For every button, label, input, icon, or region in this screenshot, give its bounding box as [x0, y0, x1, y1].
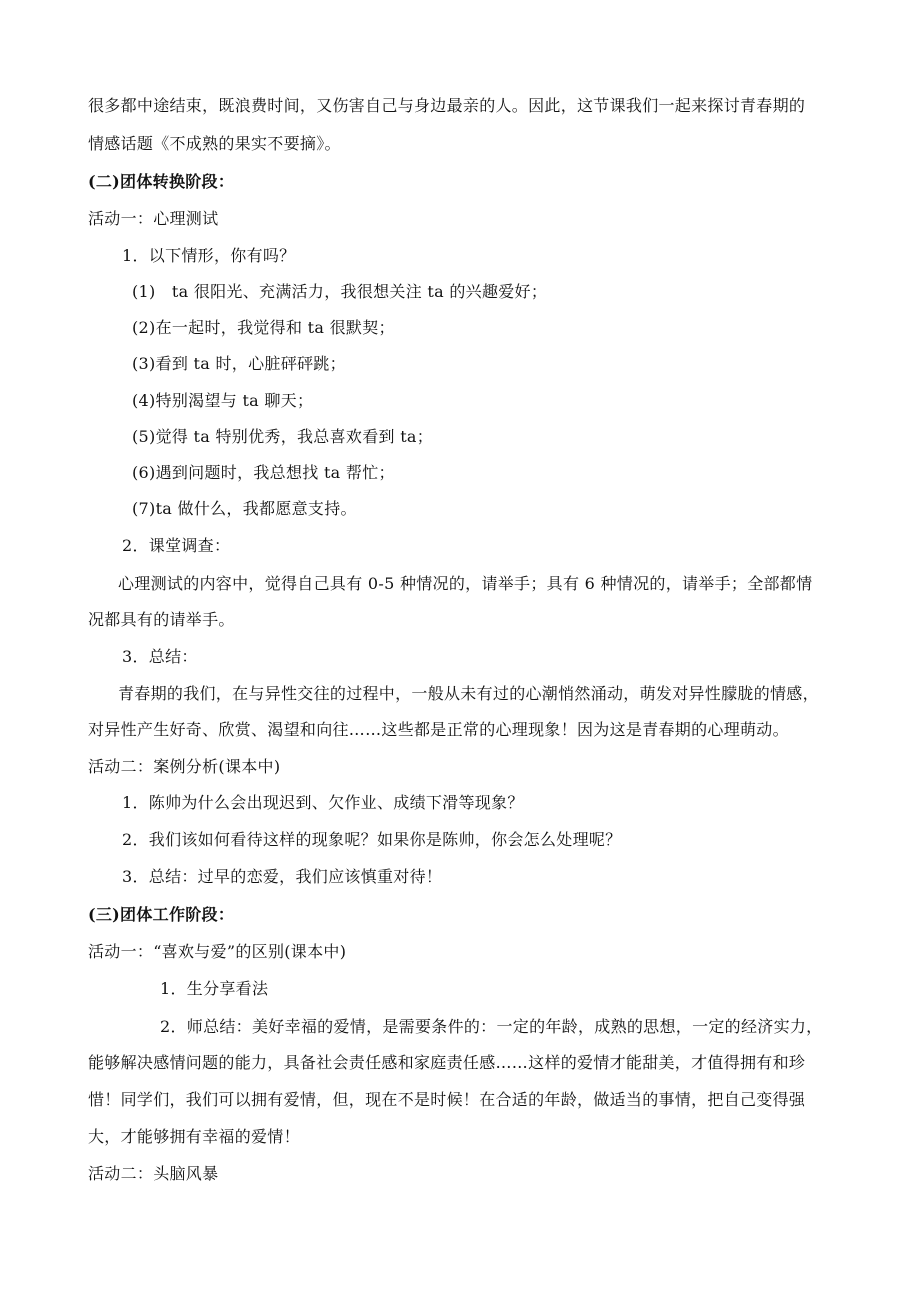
numbered-item: 3．总结： — [122, 647, 198, 666]
paragraph-line: 况都具有的请举手。 — [88, 610, 235, 629]
numbered-item: 1．生分享看法 — [160, 979, 269, 998]
numbered-item: 1．陈帅为什么会出现迟到、欠作业、成绩下滑等现象？ — [122, 793, 524, 812]
section-heading: (二)团体转换阶段： — [88, 172, 235, 191]
numbered-item: 1．以下情形，你有吗？ — [122, 246, 296, 265]
numbered-item: 3．总结：过早的恋爱，我们应该慎重对待！ — [122, 867, 443, 886]
section-heading: (三)团体工作阶段： — [88, 905, 235, 924]
paragraph-line: 对异性产生好奇、欣赏、渴望和向往……这些都是正常的心理现象！因为这是青春期的心理萌动。 — [88, 720, 789, 739]
activity-heading: 活动一：“喜欢与爱”的区别(课本中) — [88, 942, 347, 961]
paragraph-line: 情感话题《不成熟的果实不要摘》。 — [88, 134, 341, 153]
list-item: (4)特别渴望与 ta 聊天； — [132, 391, 314, 410]
paragraph-line: 心理测试的内容中，觉得自己具有 0-5 种情况的，请举手；具有 6 种情况的，请举手；全部都情 — [118, 574, 813, 593]
list-item: (1) ta 很阳光、充满活力，我很想关注 ta 的兴趣爱好； — [132, 282, 548, 301]
activity-heading: 活动一：心理测试 — [88, 209, 219, 228]
numbered-item: 2．我们该如何看待这样的现象呢？如果你是陈帅，你会怎么处理呢？ — [122, 830, 622, 849]
paragraph-line: 能够解决感情问题的能力，具备社会责任感和家庭责任感……这样的爱情才能甜美，才值得拥有和珍 — [88, 1053, 806, 1072]
list-item: (5)觉得 ta 特别优秀，我总喜欢看到 ta； — [132, 427, 434, 446]
activity-heading: 活动二：案例分析(课本中) — [88, 757, 281, 776]
list-item: (7)ta 做什么，我都愿意支持。 — [132, 499, 357, 518]
paragraph-line: 大，才能够拥有幸福的爱情！ — [88, 1127, 300, 1146]
numbered-item: 2．师总结：美好幸福的爱情，是需要条件的：一定的年龄，成熟的思想，一定的经济实力， — [160, 1017, 823, 1036]
activity-heading: 活动二：头脑风暴 — [88, 1164, 219, 1183]
list-item: (2)在一起时，我觉得和 ta 很默契； — [132, 318, 395, 337]
list-item: (6)遇到问题时，我总想找 ta 帮忙； — [132, 463, 395, 482]
list-item: (3)看到 ta 时，心脏砰砰跳； — [132, 354, 346, 373]
paragraph-line: 青春期的我们，在与异性交往的过程中，一般从未有过的心潮悄然涌动，萌发对异性朦胧的情感， — [118, 684, 819, 703]
numbered-item: 2．课堂调查： — [122, 536, 231, 555]
paragraph-line: 很多都中途结束，既浪费时间，又伤害自己与身边最亲的人。因此，这节课我们一起来探讨青春期的 — [88, 96, 806, 115]
paragraph-line: 惜！同学们，我们可以拥有爱情，但，现在不是时候！在合适的年龄，做适当的事情，把自己变得强 — [88, 1090, 806, 1109]
